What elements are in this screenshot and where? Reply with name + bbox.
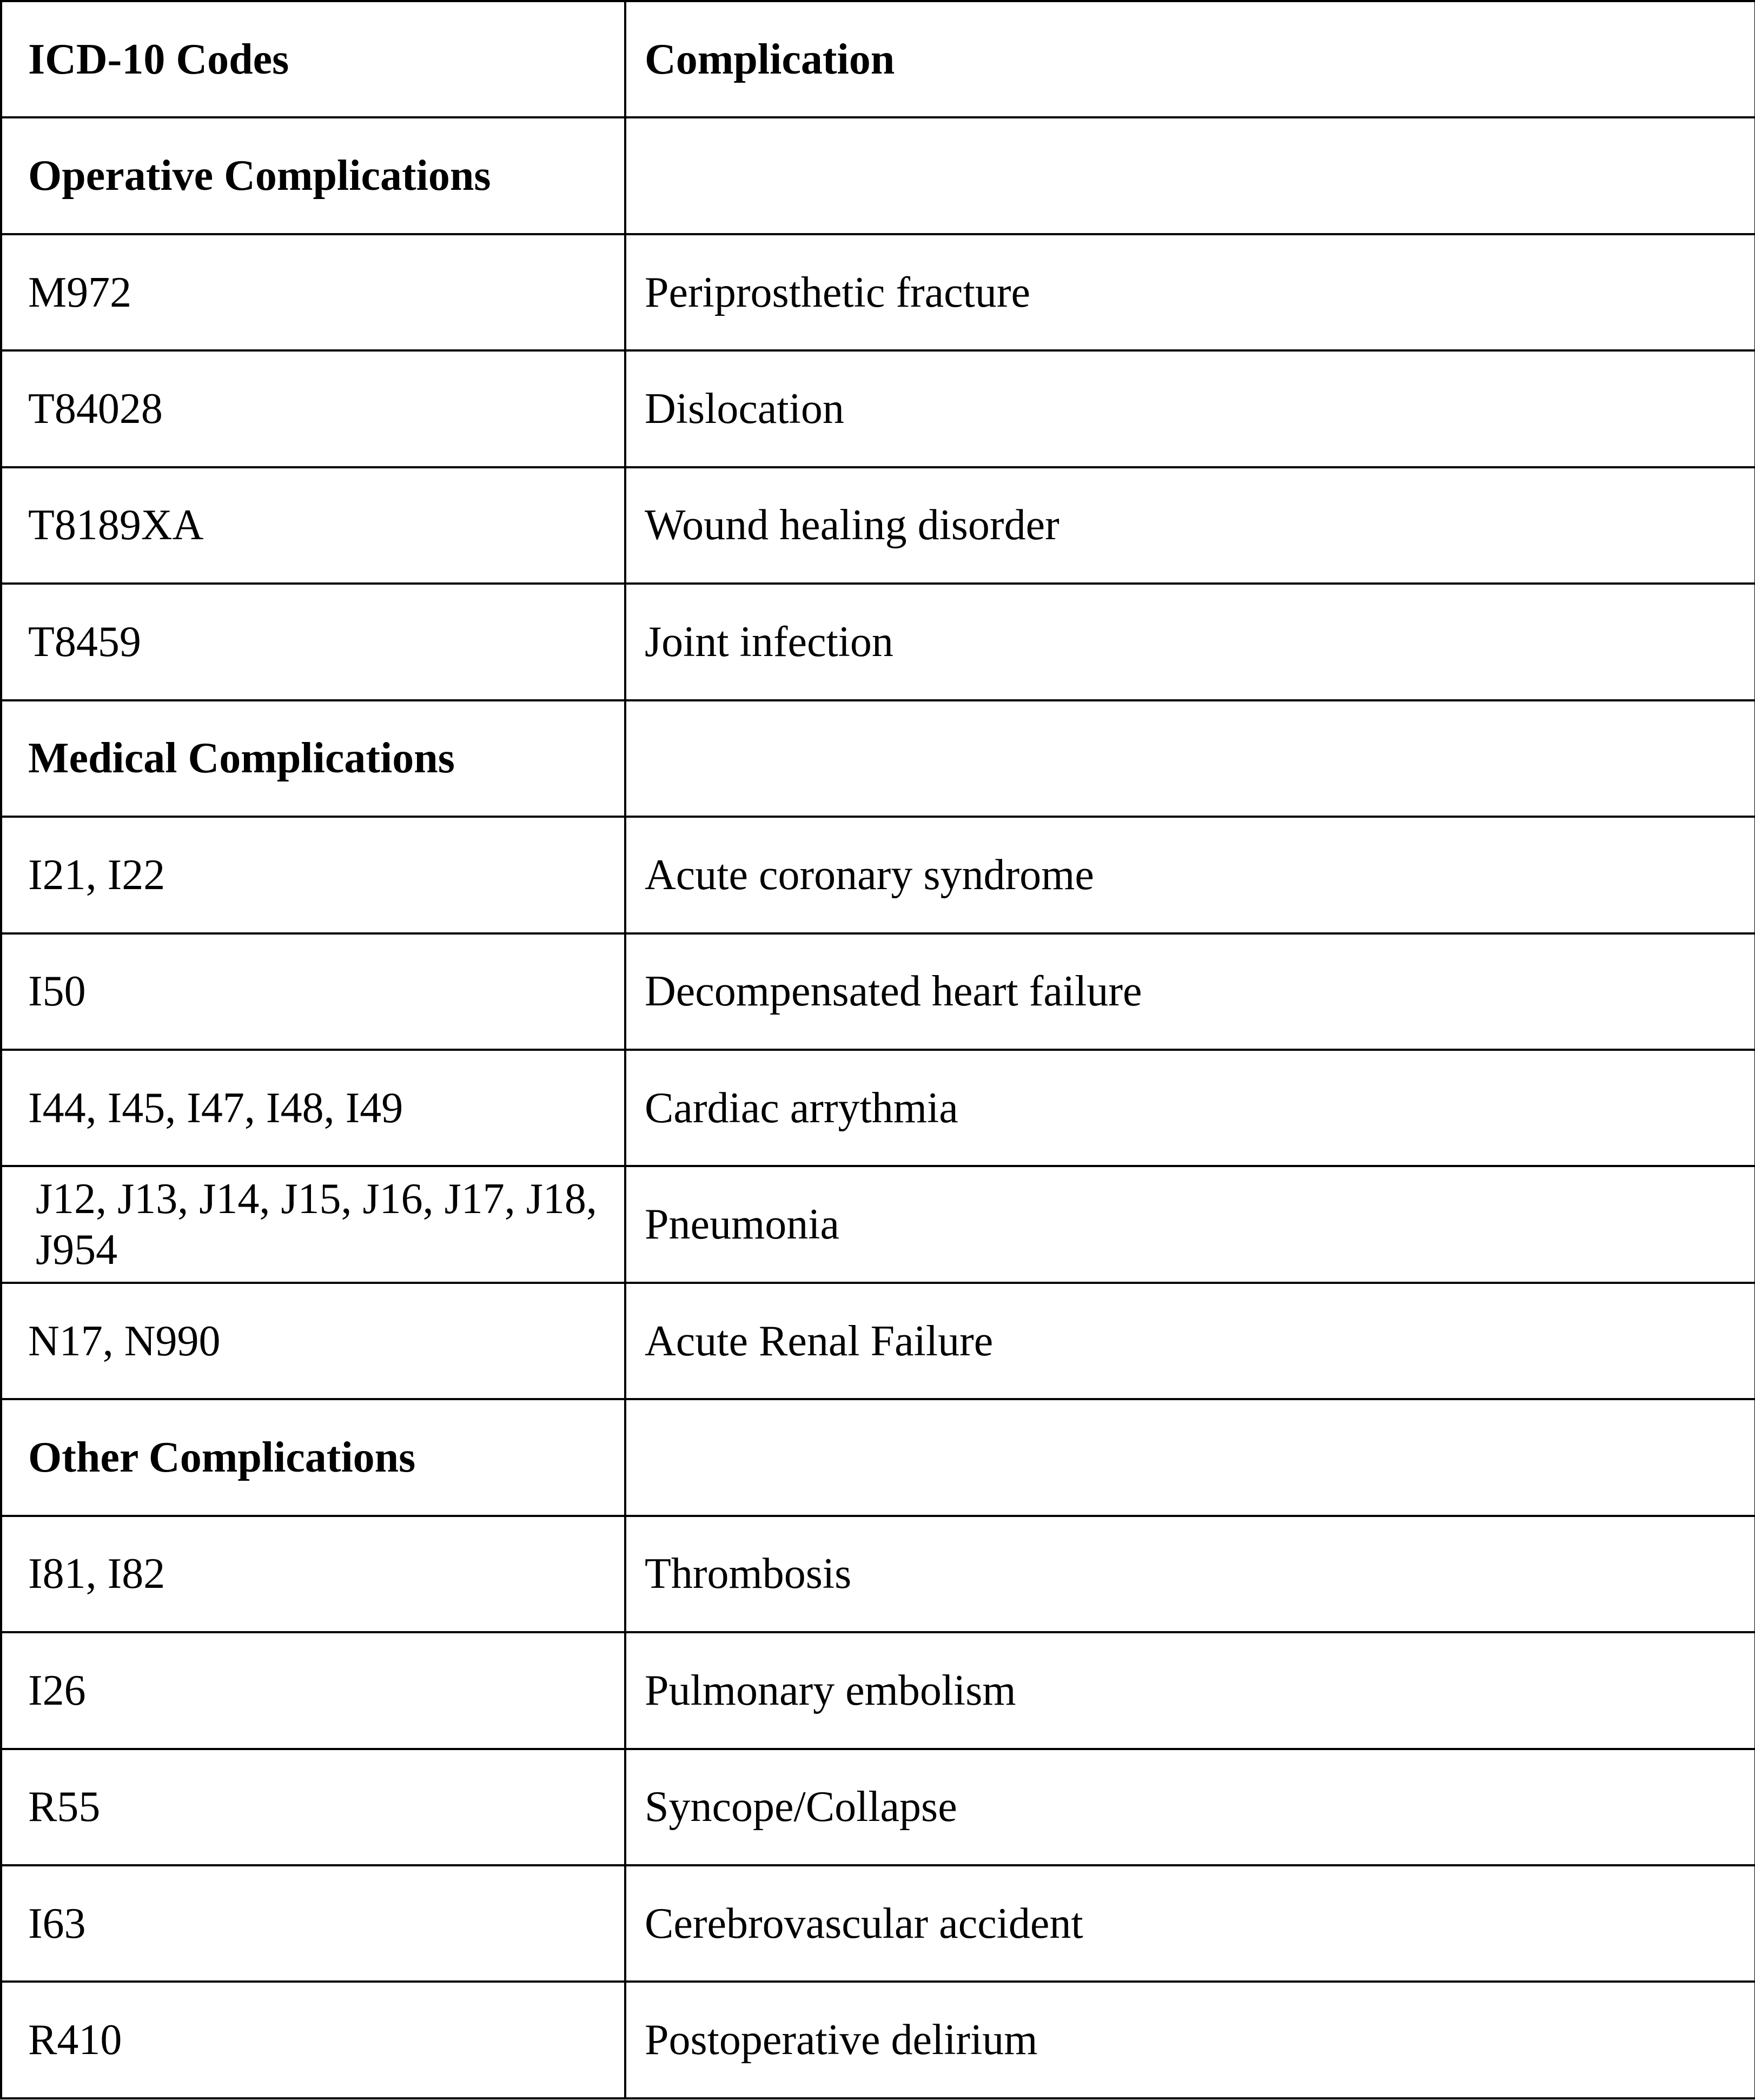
table-row xyxy=(1,234,1755,350)
section-title: Other Complications xyxy=(1,1399,625,1515)
complication-cell: Periprosthetic fracture xyxy=(625,234,1755,350)
table-row xyxy=(1,1632,1755,1748)
icd-code-cell: M972 xyxy=(1,234,625,350)
complication-cell: Decompensated heart failure xyxy=(625,933,1755,1050)
table-header-row xyxy=(1,1,1755,117)
icd-code-cell: I26 xyxy=(1,1632,625,1748)
complication-cell: Acute Renal Failure xyxy=(625,1283,1755,1399)
icd-code-cell: I50 xyxy=(1,933,625,1050)
complication-cell: Cardiac arrythmia xyxy=(625,1050,1755,1166)
section-empty-cell xyxy=(625,700,1755,817)
section-title: Operative Complications xyxy=(1,117,625,234)
icd-code-cell: I81, I82 xyxy=(1,1516,625,1632)
icd-code-cell: R410 xyxy=(1,1982,625,2098)
icd-code-cell: N17, N990 xyxy=(1,1283,625,1399)
icd-code-cell: T84028 xyxy=(1,350,625,467)
icd-code-cell: I63 xyxy=(1,1865,625,1982)
icd-code-cell: R55 xyxy=(1,1749,625,1865)
table-row xyxy=(1,1050,1755,1166)
icd-code-cell: I21, I22 xyxy=(1,817,625,933)
table-row xyxy=(1,1283,1755,1399)
complication-cell: Pulmonary embolism xyxy=(625,1632,1755,1748)
complication-cell: Cerebrovascular accident xyxy=(625,1865,1755,1982)
complication-cell: Wound healing disorder xyxy=(625,467,1755,584)
header-icd10-codes: ICD-10 Codes xyxy=(1,1,625,117)
complication-cell: Acute coronary syndrome xyxy=(625,817,1755,933)
icd-code-cell: T8189XA xyxy=(1,467,625,584)
complication-cell: Postoperative delirium xyxy=(625,1982,1755,2098)
table-row xyxy=(1,1865,1755,1982)
section-title: Medical Complications xyxy=(1,700,625,817)
table-row xyxy=(1,1982,1755,2098)
table-row xyxy=(1,817,1755,933)
table-row xyxy=(1,1516,1755,1632)
section-row-medical xyxy=(1,700,1755,817)
complication-cell: Syncope/Collapse xyxy=(625,1749,1755,1865)
complication-cell: Joint infection xyxy=(625,584,1755,700)
icd-code-cell: I44, I45, I47, I48, I49 xyxy=(1,1050,625,1166)
table-row xyxy=(1,1166,1755,1282)
section-row-other xyxy=(1,1399,1755,1515)
table-row xyxy=(1,933,1755,1050)
complication-cell: Dislocation xyxy=(625,350,1755,467)
table-row xyxy=(1,350,1755,467)
icd-code-cell: J12, J13, J14, J15, J16, J17, J18, J954 xyxy=(1,1166,625,1282)
icd-code-cell: T8459 xyxy=(1,584,625,700)
section-row-operative xyxy=(1,117,1755,234)
table-row xyxy=(1,467,1755,584)
section-empty-cell xyxy=(625,117,1755,234)
complication-cell: Thrombosis xyxy=(625,1516,1755,1632)
header-complication: Complication xyxy=(625,1,1755,117)
table-row xyxy=(1,1749,1755,1865)
section-empty-cell xyxy=(625,1399,1755,1515)
table-row xyxy=(1,584,1755,700)
complication-cell: Pneumonia xyxy=(625,1166,1755,1282)
